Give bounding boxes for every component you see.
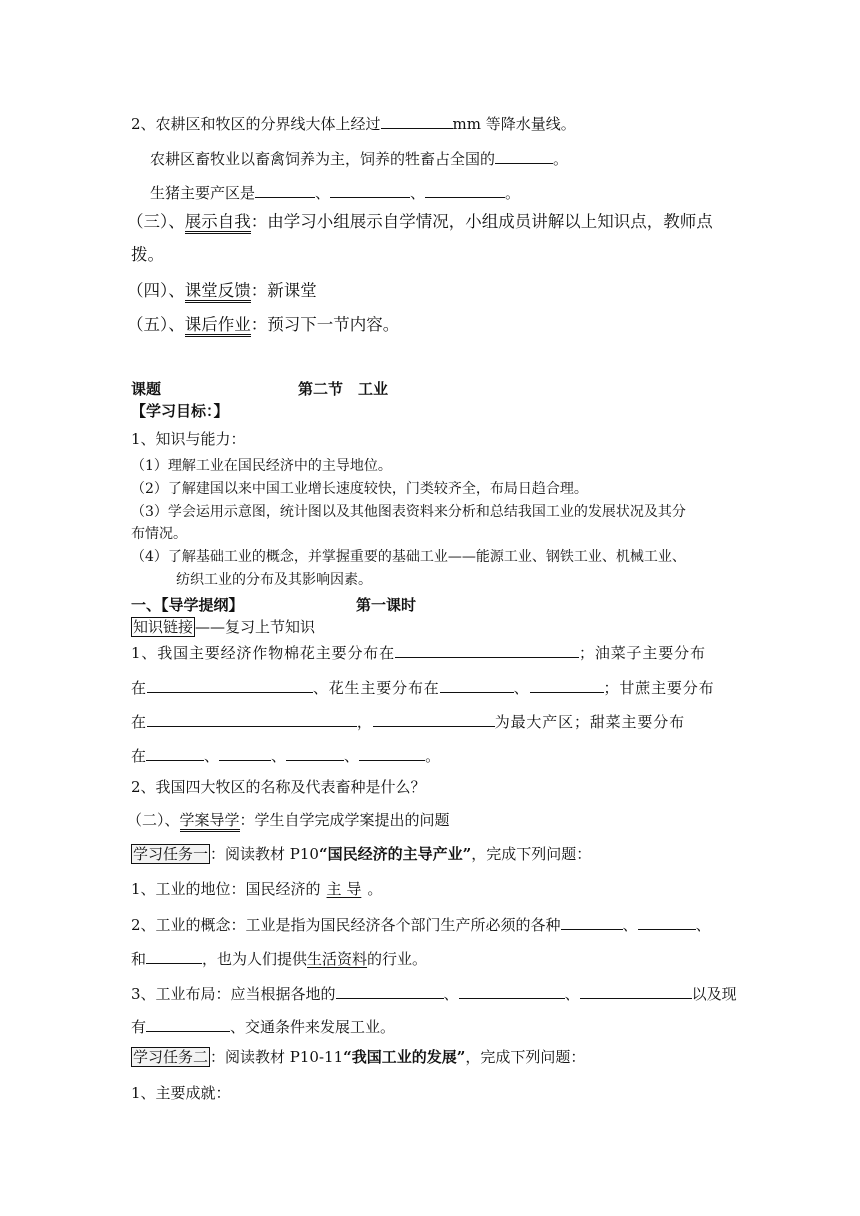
crops-line-4 [131, 745, 440, 765]
text: 、 [443, 985, 459, 1003]
text: ；甘蔗主要分布 [603, 679, 715, 697]
text: ，完成下列问题： [471, 845, 592, 863]
text: ：由学习小组展示自学情况，小组成员讲解以上知识点，教师点 [250, 212, 713, 231]
text: ：阅读教材 P10-11 [210, 1048, 344, 1066]
fill-blank[interactable] [359, 745, 425, 761]
text: 2、农耕区和牧区的分界线大体上经过 [131, 115, 381, 133]
fill-blank[interactable] [638, 914, 696, 930]
text: 、 [315, 184, 331, 202]
section-title: 第二节 工业 [298, 380, 389, 398]
task-box: 学习任务一 [133, 845, 209, 863]
livestock-line [150, 148, 568, 168]
fill-blank[interactable] [336, 983, 444, 999]
text: ：新课堂 [250, 281, 317, 300]
question-pastures: 2、我国四大牧区的名称及代表畜种是什么？ [131, 778, 426, 796]
text: ：学生自学完成学案提出的问题 [239, 811, 450, 829]
fill-blank[interactable] [495, 148, 553, 164]
step3-line [127, 212, 713, 232]
goals-title: 【学习目标：】 [131, 402, 229, 420]
text: 、花生主要分布在 [312, 679, 440, 697]
text: 。 [553, 150, 569, 168]
link-box: 知识链接 [133, 618, 194, 636]
goals-subtitle: 1、知识与能力： [131, 430, 246, 448]
text: 2、工业的概念：工业是指为国民经济各个部门生产所必须的各种 [131, 916, 561, 934]
step-number: （五）、 [127, 315, 185, 334]
text: 为最大产区；甜菜主要分布 [494, 713, 685, 731]
fill-blank[interactable] [580, 983, 692, 999]
fill-blank[interactable] [146, 1016, 230, 1032]
text: 、 [410, 184, 426, 202]
period-label: 第一课时 [356, 596, 417, 614]
text: ：预习下一节内容。 [250, 315, 400, 334]
step-number: （四）、 [127, 281, 185, 300]
fill-blank[interactable] [330, 182, 410, 198]
text: 。 [367, 880, 383, 898]
goal-item: （1）理解工业在国民经济中的主导地位。 [131, 458, 392, 474]
goal-item: （2）了解建国以来中国工业增长速度较快，门类较齐全，布局日趋合理。 [131, 481, 588, 497]
text: 、 [564, 985, 580, 1003]
text: 1、我国主要经济作物棉花主要分布在 [131, 644, 395, 662]
text: ， [356, 713, 373, 731]
text: 、 [344, 747, 360, 765]
fill-blank[interactable] [286, 745, 344, 761]
crops-line-1 [131, 642, 706, 662]
crops-line-3 [131, 711, 685, 731]
text: mm 等降水量线。 [452, 115, 576, 133]
text: 、 [513, 679, 530, 697]
status-line [131, 880, 382, 898]
fill-blank[interactable] [373, 711, 495, 727]
concept-line-1 [131, 914, 711, 934]
fill-blank[interactable] [219, 745, 271, 761]
outline-title: 一、【导学提纲】 [131, 596, 244, 614]
crops-line-2 [131, 677, 714, 697]
text: 在 [131, 679, 147, 697]
text: 3、工业布局：应当根据各地的 [131, 985, 336, 1003]
step-label: 课堂反馈 [185, 281, 251, 303]
text: 、 [204, 747, 220, 765]
text: 、 [695, 916, 711, 934]
q2-line [131, 113, 576, 133]
step-number: （三）、 [127, 212, 185, 231]
step4-line [127, 281, 317, 301]
text: 在 [131, 713, 147, 731]
goal-item: （3）学会运用示意图，统计图以及其他图表资料来分析和总结我国工业的发展状况及其分 [131, 504, 686, 520]
text: ，完成下列问题： [465, 1048, 586, 1066]
task-box: 学习任务二 [133, 1048, 209, 1066]
guide-line [127, 811, 450, 829]
fill-blank[interactable] [561, 914, 623, 930]
knowledge-link [131, 618, 315, 636]
text-bold: “国民经济的主导产业” [318, 845, 472, 863]
text: 以及现 [691, 985, 737, 1003]
text: 和 [131, 950, 147, 968]
text: ：阅读教材 P10 [210, 845, 319, 863]
step-number: （二）、 [127, 811, 180, 829]
text: ——复习上节知识 [195, 618, 316, 636]
text: ；油菜子主要分布 [579, 644, 706, 662]
pig-line [150, 182, 520, 202]
layout-line-2 [131, 1016, 395, 1036]
step3-cont: 拨。 [131, 245, 164, 264]
concept-line-2 [131, 948, 427, 968]
fill-blank[interactable] [146, 948, 202, 964]
fill-blank[interactable] [255, 182, 315, 198]
achievements-line: 1、主要成就： [131, 1084, 231, 1102]
goal-item: 纺织工业的分布及其影响因素。 [176, 572, 372, 588]
text: 在 [131, 747, 147, 765]
goal-item: （4）了解基础工业的概念，并掌握重要的基础工业——能源工业、钢铁工业、机械工业、 [131, 549, 686, 565]
layout-line-1 [131, 983, 737, 1003]
task2-line [131, 1048, 585, 1066]
fill-blank[interactable] [395, 642, 579, 658]
text: 农耕区畜牧业以畜禽饲养为主，饲养的牲畜占全国的 [150, 150, 496, 168]
step5-line [127, 315, 399, 335]
text: 、 [271, 747, 287, 765]
fill-blank[interactable] [440, 677, 514, 693]
text-bold: “我国工业的发展” [343, 1048, 466, 1066]
fill-blank[interactable] [147, 711, 357, 727]
step-label: 展示自我 [185, 212, 251, 234]
fill-blank[interactable] [146, 745, 204, 761]
fill-blank[interactable] [381, 113, 453, 129]
fill-blank[interactable] [459, 983, 565, 999]
fill-blank[interactable] [530, 677, 604, 693]
text: ，也为人们提供 [202, 950, 308, 968]
fill-blank[interactable] [147, 677, 313, 693]
answer-text: 主 导 [326, 880, 362, 898]
text: 有 [131, 1018, 147, 1036]
goal-item: 布情况。 [131, 526, 187, 542]
fill-blank[interactable] [425, 182, 505, 198]
step-label: 学案导学 [180, 811, 240, 832]
text: 。 [505, 184, 521, 202]
text: 的行业。 [367, 950, 428, 968]
text: 、交通条件来发展工业。 [230, 1018, 396, 1036]
text: 。 [425, 747, 441, 765]
text: 、 [622, 916, 638, 934]
topic-label: 课题 [131, 380, 162, 398]
task1-line [131, 845, 591, 863]
underlined-text: 生活资料 [307, 950, 368, 968]
text: 生猪主要产区是 [150, 184, 256, 202]
text: 1、工业的地位：国民经济的 [131, 880, 321, 898]
step-label: 课后作业 [185, 315, 251, 337]
